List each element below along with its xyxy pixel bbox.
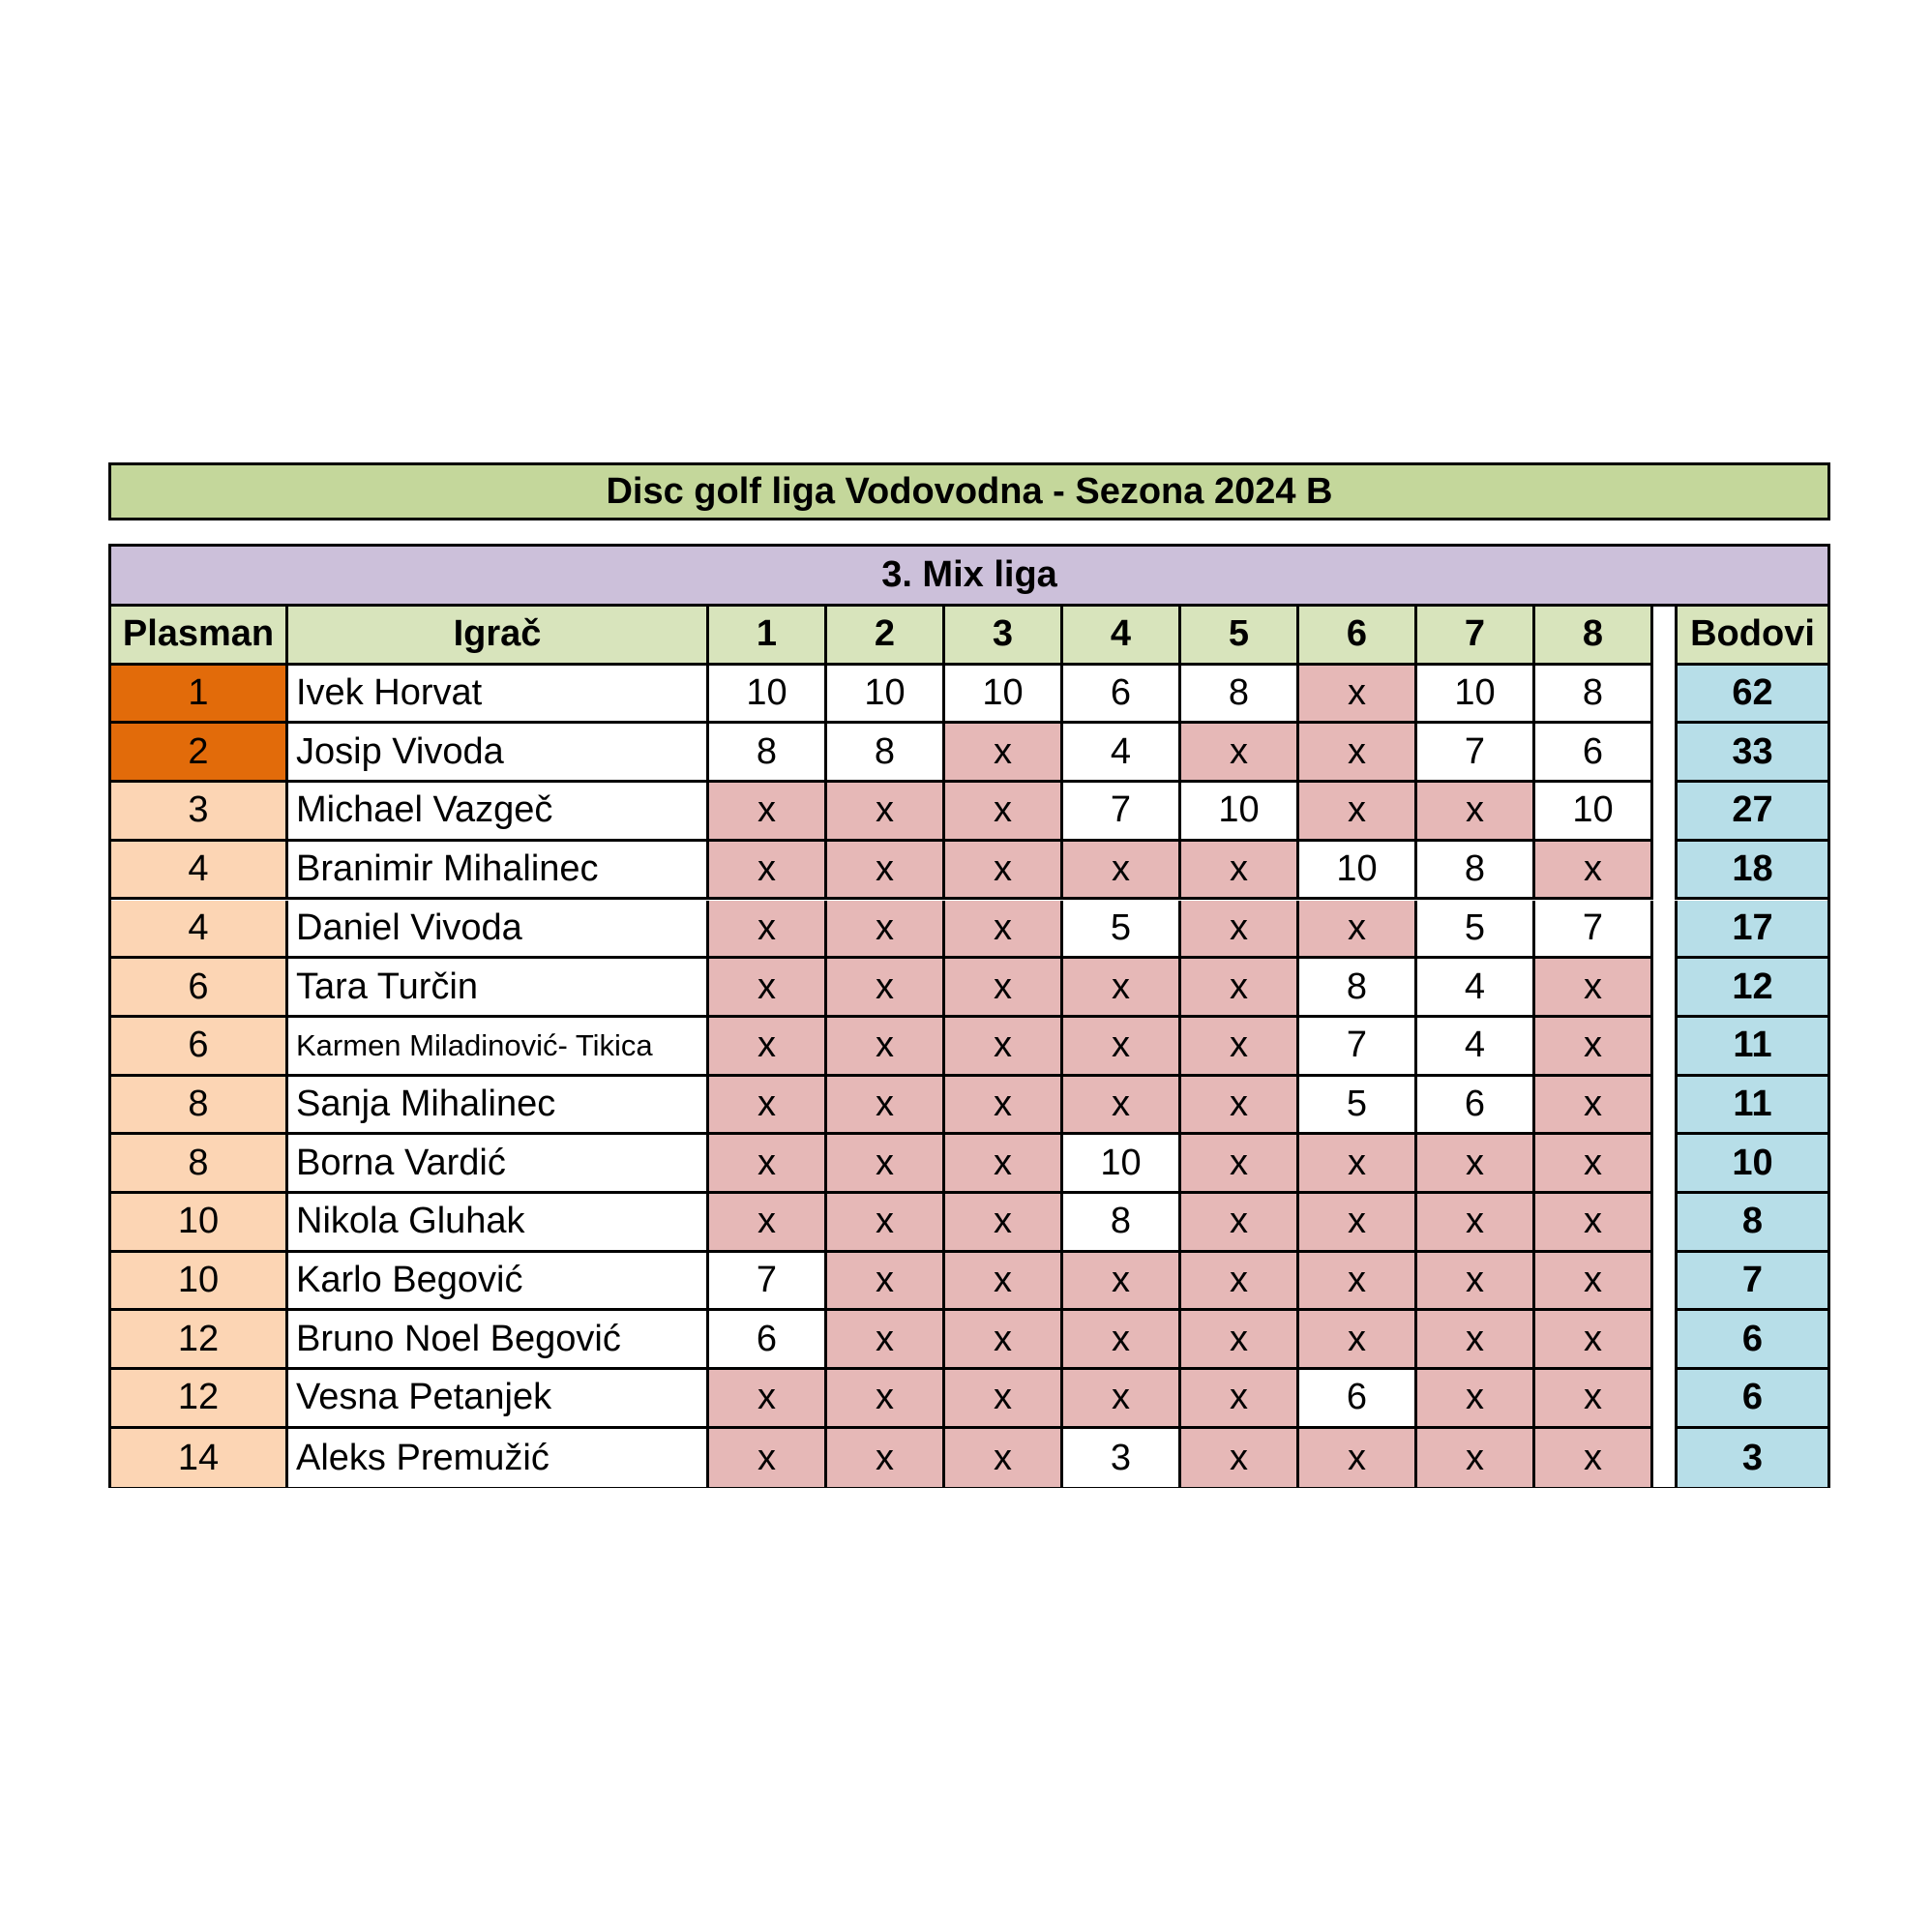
column-spacer <box>1653 1018 1678 1077</box>
round-score: 5 <box>1417 901 1535 960</box>
round-score: x <box>709 1018 827 1077</box>
rank-cell: 12 <box>111 1311 288 1370</box>
round-score: x <box>945 1135 1063 1194</box>
table-row <box>111 1077 1827 1136</box>
round-score: 10 <box>1181 783 1299 842</box>
round-score: x <box>1535 1194 1653 1253</box>
round-score: x <box>1063 1311 1181 1370</box>
round-score: x <box>827 783 945 842</box>
player-name: Borna Vardić <box>288 1135 709 1194</box>
points-cell: 3 <box>1678 1429 1827 1488</box>
round-score: x <box>1535 1311 1653 1370</box>
round-score: x <box>1417 1311 1535 1370</box>
round-score: 8 <box>827 724 945 783</box>
round-score: 6 <box>1299 1370 1417 1429</box>
round-score: 7 <box>1535 901 1653 960</box>
round-score: 8 <box>1535 666 1653 725</box>
round-score: x <box>1417 1429 1535 1488</box>
table-row <box>111 1370 1827 1429</box>
round-score: x <box>1417 1135 1535 1194</box>
round-score: x <box>1063 1077 1181 1136</box>
rank-cell: 3 <box>111 783 288 842</box>
round-score: 10 <box>1535 783 1653 842</box>
round-score: 7 <box>1417 724 1535 783</box>
round-score: x <box>709 1429 827 1488</box>
column-spacer <box>1653 1077 1678 1136</box>
header-round-2: 2 <box>827 607 945 666</box>
round-score: x <box>709 959 827 1018</box>
round-score: x <box>827 901 945 960</box>
round-score: 6 <box>1535 724 1653 783</box>
player-name: Karlo Begović <box>288 1253 709 1312</box>
rank-cell: 4 <box>111 842 288 901</box>
round-score: x <box>827 842 945 901</box>
round-score: x <box>827 1253 945 1312</box>
round-score: x <box>1417 1253 1535 1312</box>
table-row <box>111 959 1827 1018</box>
document-title: Disc golf liga Vodovodna - Sezona 2024 B <box>108 462 1830 520</box>
round-score: x <box>827 1370 945 1429</box>
round-score: x <box>1063 1018 1181 1077</box>
table-row <box>111 783 1827 842</box>
column-spacer <box>1653 607 1678 666</box>
round-score: x <box>945 1253 1063 1312</box>
round-score: x <box>1063 959 1181 1018</box>
round-score: x <box>827 1311 945 1370</box>
round-score: 8 <box>1417 842 1535 901</box>
rank-cell: 8 <box>111 1135 288 1194</box>
header-round-1: 1 <box>709 607 827 666</box>
round-score: x <box>1299 666 1417 725</box>
round-score: x <box>1299 901 1417 960</box>
points-cell: 10 <box>1678 1135 1827 1194</box>
round-score: x <box>1299 783 1417 842</box>
round-score: 8 <box>1299 959 1417 1018</box>
round-score: 10 <box>709 666 827 725</box>
column-spacer <box>1653 1194 1678 1253</box>
round-score: 3 <box>1063 1429 1181 1488</box>
table-row <box>111 1253 1827 1312</box>
player-name: Nikola Gluhak <box>288 1194 709 1253</box>
round-score: x <box>1181 901 1299 960</box>
round-score: x <box>1063 842 1181 901</box>
round-score: x <box>827 1018 945 1077</box>
round-score: 4 <box>1063 724 1181 783</box>
round-score: x <box>709 842 827 901</box>
round-score: 6 <box>1417 1077 1535 1136</box>
header-player: Igrač <box>288 607 709 666</box>
round-score: x <box>1181 1194 1299 1253</box>
rank-cell: 10 <box>111 1253 288 1312</box>
rank-cell: 2 <box>111 724 288 783</box>
round-score: x <box>1417 783 1535 842</box>
column-spacer <box>1653 959 1678 1018</box>
round-score: x <box>1299 724 1417 783</box>
column-spacer <box>1653 1311 1678 1370</box>
player-name: Karmen Miladinović- Tikica <box>288 1018 709 1077</box>
player-name: Josip Vivoda <box>288 724 709 783</box>
round-score: x <box>1299 1311 1417 1370</box>
header-row <box>111 607 1827 666</box>
standings-table <box>108 544 1830 1488</box>
points-cell: 6 <box>1678 1370 1827 1429</box>
table-row <box>111 666 1827 725</box>
table-row <box>111 1311 1827 1370</box>
round-score: x <box>1063 1370 1181 1429</box>
round-score: 7 <box>1299 1018 1417 1077</box>
table-row <box>111 1194 1827 1253</box>
table-row <box>111 842 1827 901</box>
round-score: x <box>1535 959 1653 1018</box>
round-score: x <box>827 1194 945 1253</box>
round-score: x <box>709 783 827 842</box>
round-score: 8 <box>709 724 827 783</box>
rank-cell: 4 <box>111 901 288 960</box>
player-name: Sanja Mihalinec <box>288 1077 709 1136</box>
round-score: 8 <box>1181 666 1299 725</box>
points-cell: 33 <box>1678 724 1827 783</box>
column-spacer <box>1653 783 1678 842</box>
round-score: x <box>1535 1253 1653 1312</box>
round-score: x <box>1181 842 1299 901</box>
player-name: Bruno Noel Begović <box>288 1311 709 1370</box>
round-score: x <box>945 724 1063 783</box>
table-row <box>111 1018 1827 1077</box>
round-score: x <box>1535 1018 1653 1077</box>
round-score: x <box>945 1311 1063 1370</box>
header-round-5: 5 <box>1181 607 1299 666</box>
round-score: 10 <box>1417 666 1535 725</box>
round-score: x <box>709 901 827 960</box>
header-round-7: 7 <box>1417 607 1535 666</box>
round-score: x <box>1299 1194 1417 1253</box>
round-score: x <box>1181 959 1299 1018</box>
table-row <box>111 1429 1827 1488</box>
round-score: x <box>709 1077 827 1136</box>
round-score: x <box>1299 1135 1417 1194</box>
column-spacer <box>1653 1370 1678 1429</box>
round-score: 6 <box>709 1311 827 1370</box>
round-score: x <box>1535 842 1653 901</box>
header-rank: Plasman <box>111 607 288 666</box>
round-score: x <box>1181 1018 1299 1077</box>
round-score: 7 <box>1063 783 1181 842</box>
round-score: 10 <box>827 666 945 725</box>
points-cell: 12 <box>1678 959 1827 1018</box>
round-score: x <box>1299 1429 1417 1488</box>
round-score: x <box>827 1077 945 1136</box>
column-spacer <box>1653 724 1678 783</box>
column-spacer <box>1653 1135 1678 1194</box>
round-score: x <box>1535 1135 1653 1194</box>
round-score: 6 <box>1063 666 1181 725</box>
round-score: x <box>1181 724 1299 783</box>
points-cell: 62 <box>1678 666 1827 725</box>
points-cell: 7 <box>1678 1253 1827 1312</box>
round-score: x <box>1181 1253 1299 1312</box>
column-spacer <box>1653 666 1678 725</box>
round-score: x <box>1535 1370 1653 1429</box>
player-name: Branimir Mihalinec <box>288 842 709 901</box>
points-cell: 6 <box>1678 1311 1827 1370</box>
rank-cell: 6 <box>111 959 288 1018</box>
column-spacer <box>1653 1253 1678 1312</box>
points-cell: 18 <box>1678 842 1827 901</box>
round-score: x <box>1181 1370 1299 1429</box>
round-score: 5 <box>1063 901 1181 960</box>
round-score: 4 <box>1417 1018 1535 1077</box>
round-score: x <box>1181 1077 1299 1136</box>
rank-cell: 10 <box>111 1194 288 1253</box>
round-score: x <box>945 842 1063 901</box>
player-name: Vesna Petanjek <box>288 1370 709 1429</box>
rank-cell: 1 <box>111 666 288 725</box>
points-cell: 8 <box>1678 1194 1827 1253</box>
round-score: 10 <box>945 666 1063 725</box>
round-score: x <box>1063 1253 1181 1312</box>
rank-cell: 6 <box>111 1018 288 1077</box>
round-score: x <box>1535 1429 1653 1488</box>
round-score: x <box>1181 1429 1299 1488</box>
round-score: x <box>1535 1077 1653 1136</box>
round-score: x <box>1299 1253 1417 1312</box>
header-round-3: 3 <box>945 607 1063 666</box>
round-score: x <box>945 1370 1063 1429</box>
header-round-6: 6 <box>1299 607 1417 666</box>
header-round-8: 8 <box>1535 607 1653 666</box>
header-round-4: 4 <box>1063 607 1181 666</box>
round-score: x <box>1417 1370 1535 1429</box>
round-score: x <box>827 1135 945 1194</box>
table-row <box>111 724 1827 783</box>
league-header: 3. Mix liga <box>111 547 1827 607</box>
points-cell: 11 <box>1678 1018 1827 1077</box>
round-score: x <box>945 1429 1063 1488</box>
round-score: 8 <box>1063 1194 1181 1253</box>
round-score: 7 <box>709 1253 827 1312</box>
column-spacer <box>1653 1429 1678 1488</box>
round-score: x <box>945 1018 1063 1077</box>
round-score: 5 <box>1299 1077 1417 1136</box>
round-score: x <box>827 1429 945 1488</box>
round-score: 4 <box>1417 959 1535 1018</box>
player-name: Daniel Vivoda <box>288 901 709 960</box>
round-score: x <box>1417 1194 1535 1253</box>
header-points: Bodovi <box>1678 607 1827 666</box>
column-spacer <box>1653 842 1678 901</box>
rank-cell: 8 <box>111 1077 288 1136</box>
round-score: x <box>827 959 945 1018</box>
rank-cell: 14 <box>111 1429 288 1488</box>
column-spacer <box>1653 901 1678 960</box>
round-score: 10 <box>1063 1135 1181 1194</box>
points-cell: 27 <box>1678 783 1827 842</box>
round-score: x <box>1181 1311 1299 1370</box>
standings-grid <box>111 607 1827 1485</box>
round-score: x <box>1181 1135 1299 1194</box>
round-score: x <box>945 901 1063 960</box>
round-score: 10 <box>1299 842 1417 901</box>
round-score: x <box>709 1194 827 1253</box>
points-cell: 11 <box>1678 1077 1827 1136</box>
player-name: Aleks Premužić <box>288 1429 709 1488</box>
player-name: Michael Vazgeč <box>288 783 709 842</box>
points-cell: 17 <box>1678 901 1827 960</box>
round-score: x <box>945 1077 1063 1136</box>
table-row <box>111 1135 1827 1194</box>
round-score: x <box>945 1194 1063 1253</box>
rank-cell: 12 <box>111 1370 288 1429</box>
round-score: x <box>709 1370 827 1429</box>
round-score: x <box>945 783 1063 842</box>
player-name: Ivek Horvat <box>288 666 709 725</box>
round-score: x <box>945 959 1063 1018</box>
table-row <box>111 901 1827 960</box>
player-name: Tara Turčin <box>288 959 709 1018</box>
round-score: x <box>709 1135 827 1194</box>
